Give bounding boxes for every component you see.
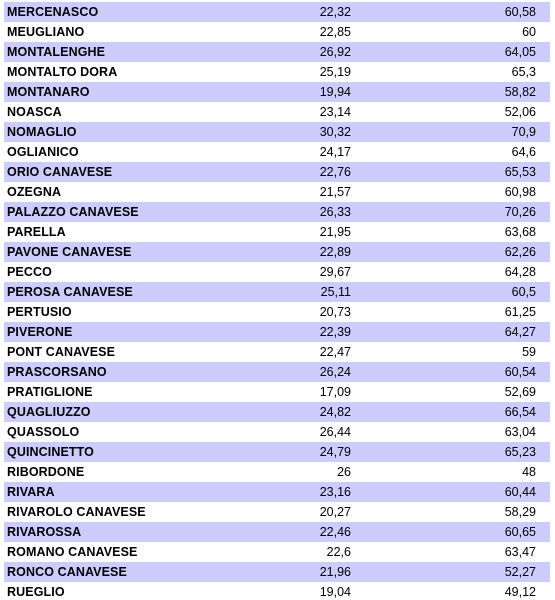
value-1-cell: 20,73	[319, 305, 351, 319]
value-2-cell: 60,58	[504, 5, 536, 19]
comune-cell: MEUGLIANO	[7, 25, 85, 39]
comune-cell: QUASSOLO	[7, 425, 80, 439]
value-2-cell: 63,47	[504, 545, 536, 559]
comune-cell: PECCO	[7, 265, 52, 279]
value-1-cell: 22,39	[319, 325, 351, 339]
comune-cell: RUEGLIO	[7, 585, 65, 599]
table-row	[4, 302, 550, 322]
value-1-cell: 19,94	[319, 85, 351, 99]
comune-cell: PRATIGLIONE	[7, 385, 93, 399]
value-2-cell: 64,05	[504, 45, 536, 59]
value-1-cell: 23,16	[319, 485, 351, 499]
table-row	[4, 382, 550, 402]
value-2-cell: 58,82	[504, 85, 536, 99]
value-1-cell: 21,95	[319, 225, 351, 239]
value-1-cell: 22,6	[326, 545, 351, 559]
comune-cell: ORIO CANAVESE	[7, 165, 113, 179]
value-2-cell: 60,44	[504, 485, 536, 499]
value-2-cell: 62,26	[504, 245, 536, 259]
value-1-cell: 21,57	[319, 185, 351, 199]
table-row	[4, 522, 550, 542]
value-2-cell: 65,53	[504, 165, 536, 179]
table-row	[4, 262, 550, 282]
table-row	[4, 122, 550, 142]
value-1-cell: 30,32	[319, 125, 351, 139]
value-2-cell: 60	[522, 25, 536, 39]
table-row	[4, 182, 550, 202]
value-1-cell: 26	[337, 465, 351, 479]
municipality-table	[4, 2, 550, 600]
value-1-cell: 26,24	[319, 365, 351, 379]
comune-cell: MONTALENGHE	[7, 45, 106, 59]
value-2-cell: 60,5	[511, 285, 536, 299]
value-2-cell: 65,3	[511, 65, 536, 79]
comune-cell: RIVAROSSA	[7, 525, 82, 539]
table-row	[4, 62, 550, 82]
comune-cell: OGLIANICO	[7, 145, 79, 159]
table-row	[4, 422, 550, 442]
value-1-cell: 26,33	[319, 205, 351, 219]
comune-cell: RONCO CANAVESE	[7, 565, 127, 579]
value-2-cell: 48	[522, 465, 536, 479]
value-2-cell: 58,29	[504, 505, 536, 519]
value-1-cell: 21,96	[319, 565, 351, 579]
table-row	[4, 322, 550, 342]
table-row	[4, 2, 550, 22]
table-row	[4, 402, 550, 422]
table-row	[4, 242, 550, 262]
value-1-cell: 22,32	[319, 5, 351, 19]
table-row	[4, 542, 550, 562]
value-2-cell: 60,54	[504, 365, 536, 379]
value-1-cell: 24,17	[319, 145, 351, 159]
table-row	[4, 342, 550, 362]
comune-cell: PIVERONE	[7, 325, 73, 339]
table-row	[4, 162, 550, 182]
value-1-cell: 29,67	[319, 265, 351, 279]
value-1-cell: 22,89	[319, 245, 351, 259]
value-1-cell: 25,19	[319, 65, 351, 79]
table-row	[4, 462, 550, 482]
value-2-cell: 63,68	[504, 225, 536, 239]
value-2-cell: 66,54	[504, 405, 536, 419]
comune-cell: NOMAGLIO	[7, 125, 77, 139]
comune-cell: MERCENASCO	[7, 5, 99, 19]
comune-cell: OZEGNA	[7, 185, 62, 199]
value-2-cell: 49,12	[504, 585, 536, 599]
comune-cell: PEROSA CANAVESE	[7, 285, 133, 299]
value-2-cell: 61,25	[504, 305, 536, 319]
value-1-cell: 25,11	[320, 285, 351, 299]
value-2-cell: 70,9	[511, 125, 536, 139]
value-2-cell: 52,06	[504, 105, 536, 119]
value-1-cell: 26,44	[319, 425, 351, 439]
value-2-cell: 60,65	[504, 525, 536, 539]
table-row	[4, 142, 550, 162]
comune-cell: PAVONE CANAVESE	[7, 245, 132, 259]
comune-cell: PALAZZO CANAVESE	[7, 205, 139, 219]
table-row	[4, 362, 550, 382]
table-row	[4, 562, 550, 582]
comune-cell: RIBORDONE	[7, 465, 85, 479]
comune-cell: MONTANARO	[7, 85, 90, 99]
comune-cell: RIVAROLO CANAVESE	[7, 505, 146, 519]
value-2-cell: 59	[522, 345, 536, 359]
value-2-cell: 63,04	[504, 425, 536, 439]
value-1-cell: 22,46	[319, 525, 351, 539]
table-row	[4, 282, 550, 302]
comune-cell: ROMANO CANAVESE	[7, 545, 138, 559]
value-2-cell: 70,26	[504, 205, 536, 219]
value-2-cell: 52,27	[504, 565, 536, 579]
table-row	[4, 482, 550, 502]
value-1-cell: 17,09	[319, 385, 351, 399]
table-body	[4, 2, 550, 600]
value-2-cell: 65,23	[504, 445, 536, 459]
table-row	[4, 102, 550, 122]
table-row	[4, 582, 550, 600]
table-row	[4, 22, 550, 42]
value-1-cell: 22,76	[319, 165, 351, 179]
table-row	[4, 202, 550, 222]
comune-cell: PERTUSIO	[7, 305, 72, 319]
value-1-cell: 22,85	[319, 25, 351, 39]
comune-cell: PRASCORSANO	[7, 365, 107, 379]
value-2-cell: 64,6	[511, 145, 536, 159]
comune-cell: QUAGLIUZZO	[7, 405, 91, 419]
table-row	[4, 502, 550, 522]
value-2-cell: 52,69	[504, 385, 536, 399]
value-1-cell: 20,27	[319, 505, 351, 519]
value-2-cell: 64,28	[504, 265, 536, 279]
comune-cell: MONTALTO DORA	[7, 65, 118, 79]
comune-cell: PONT CANAVESE	[7, 345, 116, 359]
table-row	[4, 222, 550, 242]
value-1-cell: 23,14	[319, 105, 351, 119]
comune-cell: RIVARA	[7, 485, 55, 499]
value-1-cell: 22,47	[319, 345, 351, 359]
table-row	[4, 82, 550, 102]
comune-cell: PARELLA	[7, 225, 66, 239]
table-row	[4, 42, 550, 62]
value-2-cell: 64,27	[504, 325, 536, 339]
comune-cell: QUINCINETTO	[7, 445, 94, 459]
value-1-cell: 26,92	[319, 45, 351, 59]
table-row	[4, 442, 550, 462]
value-1-cell: 24,79	[319, 445, 351, 459]
value-1-cell: 24,82	[319, 405, 351, 419]
value-1-cell: 19,04	[319, 585, 351, 599]
comune-cell: NOASCA	[7, 105, 62, 119]
value-2-cell: 60,98	[504, 185, 536, 199]
